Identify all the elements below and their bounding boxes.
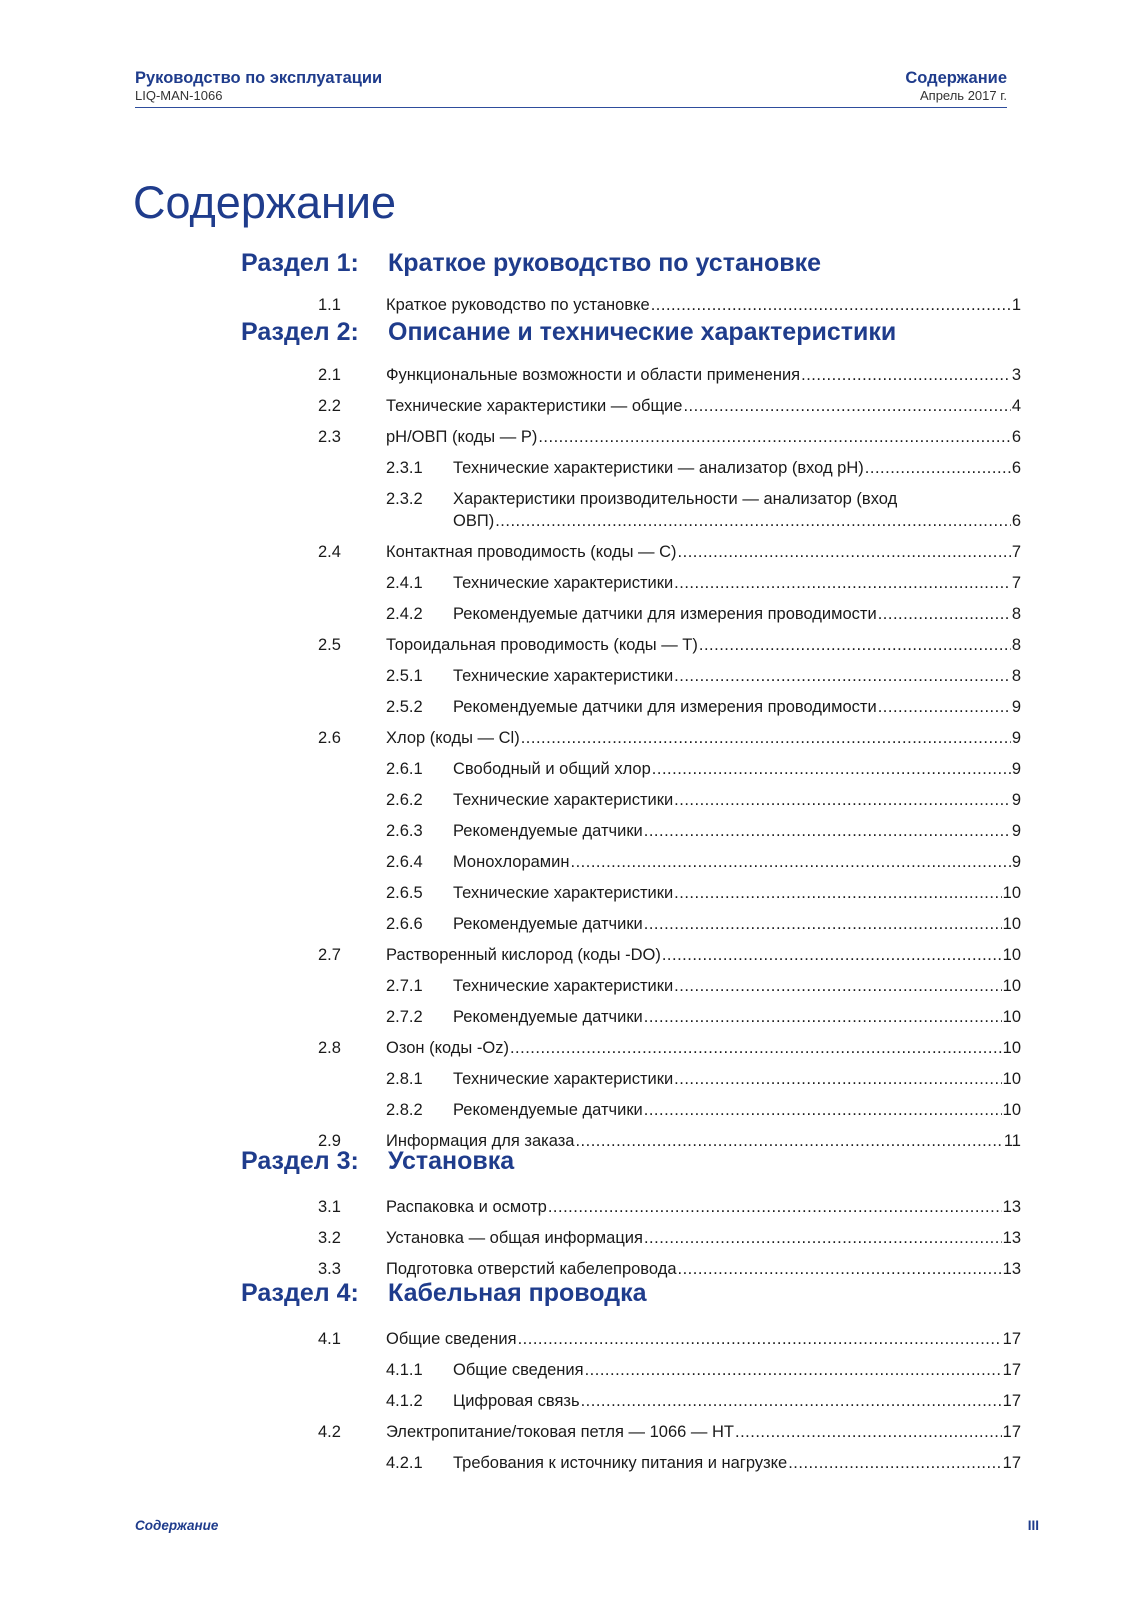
document-date: Апрель 2017 г. (919, 88, 1007, 103)
dot-leader (644, 1099, 1002, 1121)
dot-leader (788, 1452, 1001, 1474)
document-number: LIQ-MAN-1066 (135, 88, 223, 103)
toc-entry-number: 2.6.6 (386, 915, 423, 933)
toc-entry-title: Подготовка отверстий кабелепровода (386, 1260, 677, 1278)
toc-entry-title: Рекомендуемые датчики для измерения проводимости (453, 605, 877, 623)
toc-entry[interactable] (0, 975, 1132, 997)
toc-entry-title: Технические характеристики (453, 1070, 674, 1088)
dot-leader (495, 510, 1011, 532)
toc-entry-page: 6 (1011, 459, 1021, 477)
page-title: Содержание (133, 177, 396, 228)
dot-leader (581, 1390, 1002, 1412)
dot-leader (678, 1258, 1002, 1280)
toc-entry[interactable] (0, 1037, 1132, 1059)
toc-entry[interactable] (0, 426, 1132, 448)
toc-entry-number: 2.7.2 (386, 1008, 423, 1026)
toc-entry-title: Краткое руководство по установке (386, 296, 650, 314)
toc-entry-title: Озон (коды -Oz) (386, 1039, 509, 1057)
toc-entry-number: 2.6.1 (386, 760, 423, 778)
toc-entry-title: Рекомендуемые датчики (453, 1101, 643, 1119)
dot-leader (575, 1130, 1002, 1152)
toc-entry[interactable] (0, 1006, 1132, 1028)
toc-entry-page: 6 (1011, 428, 1021, 446)
toc-entry-number: 4.2.1 (386, 1454, 423, 1472)
toc-entry-number: 2.7 (318, 946, 341, 964)
section-title: Кабельная проводка (388, 1279, 647, 1307)
dot-leader (878, 603, 1011, 625)
manual-title: Руководство по эксплуатации (135, 69, 383, 87)
toc-entry-number: 2.5.1 (386, 667, 423, 685)
toc-entry-number: 4.2 (318, 1423, 341, 1441)
toc-entry-page: 4 (1011, 397, 1021, 415)
toc-entry[interactable] (0, 820, 1132, 842)
dot-leader (674, 1068, 1001, 1090)
toc-entry-number: 3.2 (318, 1229, 341, 1247)
section-number: Раздел 1: (241, 249, 359, 277)
dot-leader (801, 364, 1011, 386)
toc-entry-number: 2.3.2 (386, 490, 423, 508)
toc-entry-page: 8 (1011, 605, 1021, 623)
toc-entry-page: 13 (1002, 1260, 1021, 1278)
dot-leader (674, 572, 1011, 594)
toc-entry-number: 4.1.1 (386, 1361, 423, 1379)
section-title: Установка (388, 1147, 515, 1175)
section-number: Раздел 4: (241, 1279, 359, 1307)
toc-entry-number: 2.8.1 (386, 1070, 423, 1088)
header-divider (135, 107, 1007, 108)
toc-entry-page: 13 (1002, 1198, 1021, 1216)
toc-entry-number: 2.6 (318, 729, 341, 747)
toc-entry-title: Электропитание/токовая петля — 1066 — HT (386, 1423, 734, 1441)
toc-entry[interactable] (0, 572, 1132, 594)
toc-entry[interactable] (0, 603, 1132, 625)
dot-leader (674, 665, 1011, 687)
toc-entry-page: 10 (1002, 946, 1021, 964)
toc-entry-page: 10 (1002, 1008, 1021, 1026)
toc-entry-page: 17 (1002, 1423, 1021, 1441)
toc-entry-number: 2.8 (318, 1039, 341, 1057)
toc-entry-page: 9 (1011, 853, 1021, 871)
dot-leader (683, 395, 1010, 417)
toc-entry-page: 13 (1002, 1229, 1021, 1247)
toc-entry-number: 2.6.3 (386, 822, 423, 840)
toc-entry[interactable] (0, 488, 1132, 532)
toc-entry[interactable] (0, 457, 1132, 479)
toc-entry-title: Хлор (коды — Cl) (386, 729, 520, 747)
toc-entry-title: Рекомендуемые датчики (453, 915, 643, 933)
dot-leader (585, 1359, 1002, 1381)
header-right (905, 68, 1007, 104)
section-title: Описание и технические характеристики (388, 318, 897, 346)
toc-entry-page: 6 (1011, 512, 1021, 530)
toc-entry-title: Цифровая связь (453, 1392, 580, 1410)
toc-entry-number: 2.4 (318, 543, 341, 561)
toc-entry[interactable] (0, 696, 1132, 718)
toc-entry[interactable] (0, 1390, 1132, 1412)
page-number: III (1027, 1518, 1039, 1533)
toc-entry-page: 10 (1002, 915, 1021, 933)
toc-entry-number: 2.1 (318, 366, 341, 384)
toc-entry-page: 7 (1011, 543, 1021, 561)
toc-entry-title: Характеристики производительности — анализатор (вход (453, 490, 898, 508)
toc-entry-number: 2.8.2 (386, 1101, 423, 1119)
toc-entry-page: 8 (1011, 636, 1021, 654)
toc-entry[interactable] (0, 1130, 1132, 1152)
toc-entry-page: 3 (1011, 366, 1021, 384)
toc-entry-page: 17 (1002, 1330, 1021, 1348)
dot-leader (662, 944, 1002, 966)
toc-entry-title: Технические характеристики — анализатор (вход pH) (453, 459, 864, 477)
dot-leader (699, 634, 1011, 656)
dot-leader (674, 882, 1001, 904)
toc-entry-title: Технические характеристики (453, 791, 674, 809)
toc-entry[interactable] (0, 913, 1132, 935)
toc-entry-number: 2.3 (318, 428, 341, 446)
toc-entry[interactable] (0, 1227, 1132, 1249)
toc-entry[interactable] (0, 1068, 1132, 1090)
dot-leader (651, 294, 1011, 316)
dot-leader (644, 913, 1002, 935)
toc-entry[interactable] (0, 1258, 1132, 1280)
toc-entry[interactable] (0, 665, 1132, 687)
dot-leader (674, 975, 1001, 997)
dot-leader (878, 696, 1011, 718)
toc-entry-title: Технические характеристики (453, 884, 674, 902)
toc-entry-number: 4.1.2 (386, 1392, 423, 1410)
dot-leader (644, 820, 1011, 842)
toc-entry[interactable] (0, 758, 1132, 780)
toc-entry-page: 9 (1011, 822, 1021, 840)
toc-entry[interactable] (0, 294, 1132, 316)
dot-leader (652, 758, 1011, 780)
toc-entry-number: 2.2 (318, 397, 341, 415)
toc-entry-page: 11 (1003, 1132, 1021, 1150)
dot-leader (735, 1421, 1002, 1443)
toc-entry-title: Технические характеристики (453, 977, 674, 995)
toc-entry-title: Технические характеристики (453, 574, 674, 592)
toc-entry-page: 7 (1011, 574, 1021, 592)
toc-entry[interactable] (0, 1196, 1132, 1218)
toc-entry-page: 9 (1011, 729, 1021, 747)
section-number: Раздел 2: (241, 318, 359, 346)
toc-entry-title: Свободный и общий хлор (453, 760, 651, 778)
dot-leader (518, 1328, 1002, 1350)
toc-entry-title: Технические характеристики — общие (386, 397, 683, 415)
toc-entry-title: Технические характеристики (453, 667, 674, 685)
toc-entry-number: 3.3 (318, 1260, 341, 1278)
toc-entry-page: 8 (1011, 667, 1021, 685)
toc-entry-number: 2.9 (318, 1132, 341, 1150)
dot-leader (521, 727, 1011, 749)
toc-entry[interactable] (0, 364, 1132, 386)
toc-entry[interactable] (0, 1359, 1132, 1381)
toc-entry-title: Установка — общая информация (386, 1229, 643, 1247)
toc-entry-number: 2.6.2 (386, 791, 423, 809)
dot-leader (510, 1037, 1002, 1059)
toc-entry-page: 17 (1002, 1361, 1021, 1379)
toc-entry-page: 10 (1002, 1070, 1021, 1088)
toc-entry-number: 4.1 (318, 1330, 341, 1348)
toc-entry-page: 10 (1002, 884, 1021, 902)
header-left (135, 68, 382, 104)
toc-entry-number: 2.7.1 (386, 977, 423, 995)
toc-entry[interactable] (0, 1452, 1132, 1474)
dot-leader (644, 1006, 1002, 1028)
toc-entry-title: Рекомендуемые датчики для измерения проводимости (453, 698, 877, 716)
dot-leader (570, 851, 1010, 873)
dot-leader (538, 426, 1010, 448)
dot-leader (678, 541, 1011, 563)
toc-entry-title: Общие сведения (453, 1361, 584, 1379)
toc-entry[interactable] (0, 541, 1132, 563)
toc-entry-title-continued: ОВП) (453, 512, 495, 530)
toc-entry[interactable] (0, 789, 1132, 811)
toc-entry-page: 9 (1011, 791, 1021, 809)
toc-entry[interactable] (0, 1099, 1132, 1121)
toc-entry-number: 2.6.5 (386, 884, 423, 902)
toc-entry-number: 2.4.1 (386, 574, 423, 592)
toc-entry-title: Общие сведения (386, 1330, 517, 1348)
section-number: Раздел 3: (241, 1147, 359, 1175)
footer-chapter: Содержание (135, 1518, 219, 1533)
toc-entry-number: 2.4.2 (386, 605, 423, 623)
toc-entry-number: 2.6.4 (386, 853, 423, 871)
toc-entry-title: Рекомендуемые датчики (453, 1008, 643, 1026)
toc-entry[interactable] (0, 1421, 1132, 1443)
toc-entry-page: 10 (1002, 977, 1021, 995)
toc-entry-title: Функциональные возможности и области применения (386, 366, 801, 384)
toc-entry-number: 2.5.2 (386, 698, 423, 716)
toc-entry-title: Требования к источнику питания и нагрузке (453, 1454, 788, 1472)
toc-entry[interactable] (0, 851, 1132, 873)
toc-entry-title: Распаковка и осмотр (386, 1198, 547, 1216)
dot-leader (644, 1227, 1002, 1249)
toc-entry[interactable] (0, 395, 1132, 417)
toc-entry-page: 10 (1002, 1101, 1021, 1119)
toc-entry-page: 1 (1011, 296, 1021, 314)
section-title: Краткое руководство по установке (388, 249, 822, 277)
toc-entry[interactable] (0, 1328, 1132, 1350)
toc-entry-page: 17 (1002, 1392, 1021, 1410)
dot-leader (674, 789, 1011, 811)
toc-entry[interactable] (0, 882, 1132, 904)
toc-entry-page: 9 (1011, 698, 1021, 716)
chapter-title: Содержание (905, 69, 1007, 87)
toc-entry[interactable] (0, 727, 1132, 749)
toc-entry-number: 3.1 (318, 1198, 341, 1216)
toc-entry-page: 17 (1002, 1454, 1021, 1472)
toc-entry-number: 1.1 (318, 296, 341, 314)
toc-entry-title: Рекомендуемые датчики (453, 822, 643, 840)
toc-entry-title: Тороидальная проводимость (коды — T) (386, 636, 698, 654)
toc-entry-title: Растворенный кислород (коды -DO) (386, 946, 661, 964)
toc-entry-number: 2.5 (318, 636, 341, 654)
toc-entry-page: 9 (1011, 760, 1021, 778)
toc-entry-title: Информация для заказа (386, 1132, 575, 1150)
toc-entry[interactable] (0, 944, 1132, 966)
toc-entry[interactable] (0, 634, 1132, 656)
toc-entry-title: Контактная проводимость (коды — C) (386, 543, 677, 561)
toc-entry-page: 10 (1002, 1039, 1021, 1057)
dot-leader (865, 457, 1011, 479)
toc-entry-title: pH/ОВП (коды — P) (386, 428, 538, 446)
toc-entry-title: Монохлорамин (453, 853, 570, 871)
toc-entry-number: 2.3.1 (386, 459, 423, 477)
dot-leader (548, 1196, 1002, 1218)
